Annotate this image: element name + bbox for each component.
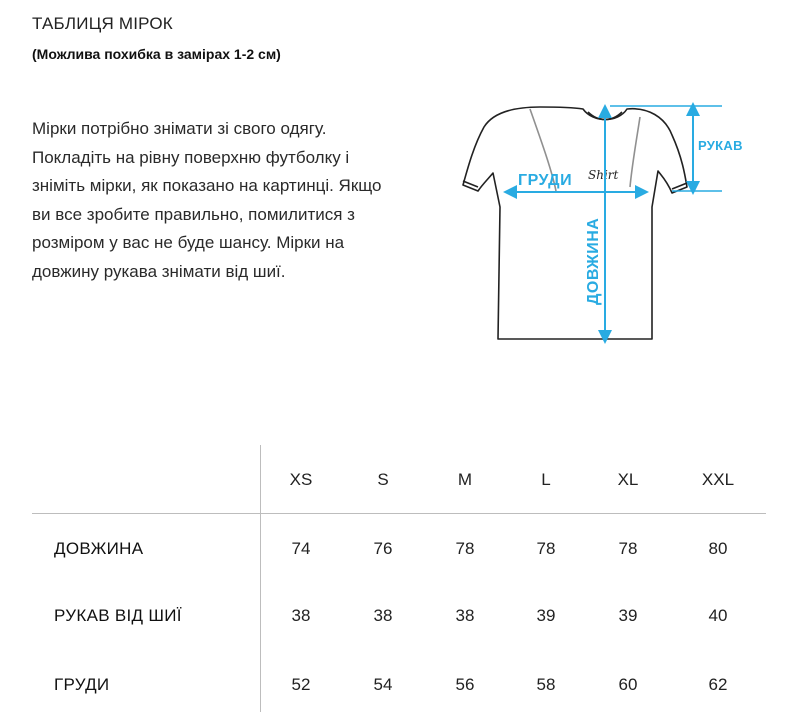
size-header-s: S — [377, 470, 389, 489]
table-cell: 80 — [708, 539, 728, 558]
chest-label: ГРУДИ — [518, 172, 573, 189]
size-table — [32, 445, 768, 712]
table-cell: 74 — [291, 539, 311, 558]
table-cell: 40 — [708, 606, 728, 625]
sleeve-label: РУКАВ — [698, 138, 743, 153]
table-cell: 56 — [455, 675, 475, 694]
table-cell: 58 — [536, 675, 556, 694]
table-divider-horizontal — [32, 513, 766, 514]
table-cell: 38 — [455, 606, 475, 625]
table-cell: 76 — [373, 539, 393, 558]
tshirt-outline — [463, 107, 687, 339]
table-divider-vertical — [260, 445, 261, 712]
size-header-l: L — [541, 470, 551, 489]
table-cell: 39 — [536, 606, 556, 625]
length-label: ДОВЖИНА — [585, 217, 602, 305]
table-cell: 38 — [291, 606, 311, 625]
table-cell: 39 — [618, 606, 638, 625]
page-subtitle: (Можлива похибка в замірах 1-2 см) — [32, 46, 281, 62]
size-header-xs: XS — [289, 470, 313, 489]
row-label-length: ДОВЖИНА — [54, 539, 144, 558]
tshirt-measurement-figure — [460, 95, 760, 355]
table-cell: 60 — [618, 675, 638, 694]
page-title: ТАБЛИЦЯ МІРОК — [32, 14, 173, 33]
size-header-xxl: XXL — [701, 470, 735, 489]
table-cell: 78 — [618, 539, 638, 558]
table-cell: 62 — [708, 675, 728, 694]
table-cell: 54 — [373, 675, 393, 694]
size-header-m: M — [457, 470, 473, 489]
row-label-chest: ГРУДИ — [54, 675, 110, 694]
measuring-instructions: Мірки потрібно знімати зі свого одягу. Покладіть на рівну поверхню футболку і зніміть мірки, як показано на картинці. Якщо ви все зробите правильно, помилитися з розміром у вас не буде шансу. Мірки на довжину рукава знімати від шиї. — [32, 119, 382, 281]
table-cell: 78 — [455, 539, 475, 558]
row-label-sleeve: РУКАВ ВІД ШИЇ — [54, 606, 182, 625]
table-cell: 52 — [291, 675, 311, 694]
brand-logo: Shirt — [588, 168, 619, 182]
size-header-xl: XL — [617, 470, 639, 489]
table-cell: 78 — [536, 539, 556, 558]
table-cell: 38 — [373, 606, 393, 625]
